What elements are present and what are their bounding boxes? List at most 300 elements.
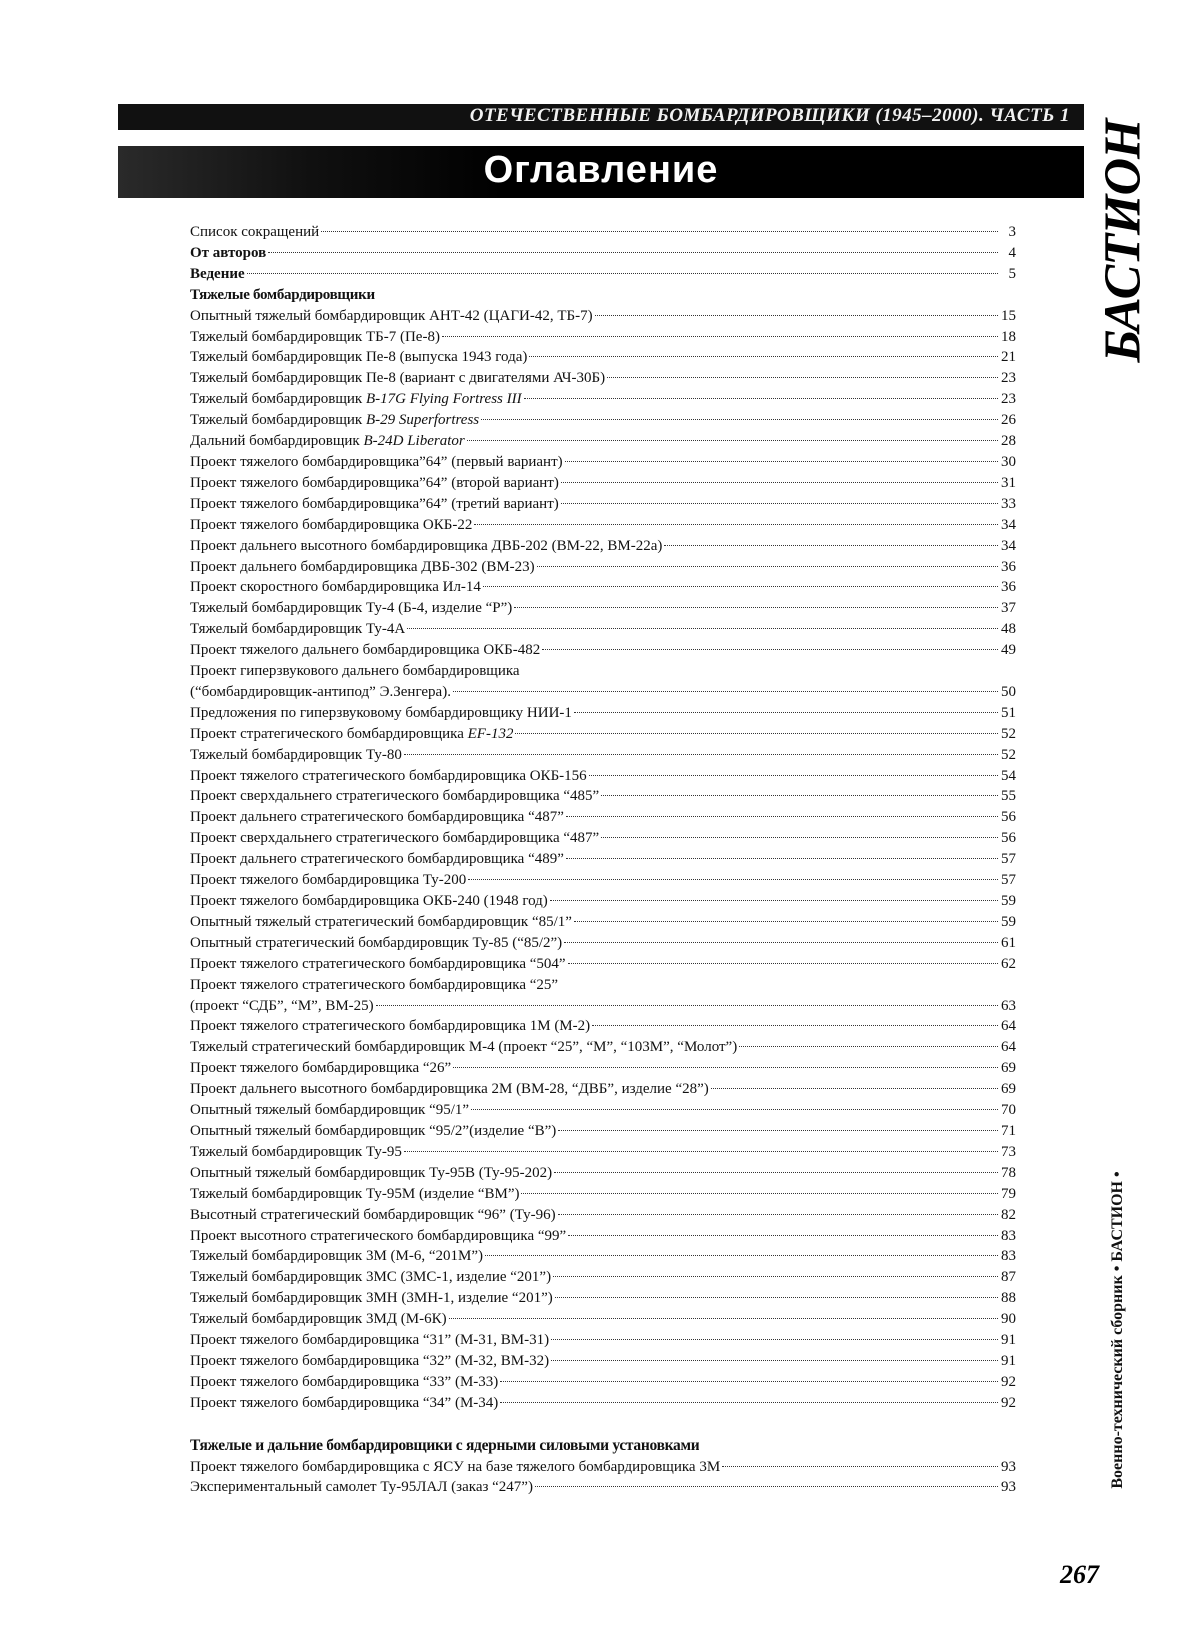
toc-entry (190, 1079, 1016, 1100)
toc-section-heading (190, 1436, 1016, 1457)
toc-entry (190, 807, 1016, 828)
toc-entry (190, 619, 1016, 640)
toc-leader-dots (553, 1276, 998, 1277)
toc-entry (190, 1058, 1016, 1079)
toc-entry (190, 870, 1016, 891)
toc-entry-title (190, 1393, 498, 1414)
toc-entry-title (190, 494, 559, 515)
toc-leader-dots (551, 1339, 998, 1340)
toc-entry-title (190, 1205, 556, 1226)
toc-entry (190, 368, 1016, 389)
toc-entry-text: Проект тяжелого бомбардировщика”64” (второй вариант) (190, 474, 559, 491)
toc-entry-text: Список сокращений (190, 224, 320, 240)
toc-entry (190, 1330, 1016, 1351)
toc-entry-text: Проект дальнего высотного бомбардировщика ДВБ-202 (ВМ-22, ВМ-22а) (190, 537, 663, 554)
toc-entry-title (190, 1457, 720, 1478)
toc-page-number: 90 (1001, 1311, 1016, 1328)
toc-entry-title (190, 1351, 549, 1372)
toc-leader-dots (551, 1360, 998, 1361)
toc-page-number: 50 (1001, 683, 1016, 700)
toc-leader-dots (592, 1025, 998, 1026)
toc-leader-dots (514, 607, 998, 608)
toc-page-number: 56 (1001, 830, 1016, 847)
toc-page-number: 51 (1001, 704, 1016, 721)
toc-entry (190, 1267, 1016, 1288)
toc-entry-text: Тяжелый бомбардировщик Ту-4 (Б-4, изделие “Р”) (190, 600, 513, 617)
toc-page-number: 49 (1001, 642, 1016, 659)
toc-page-number: 87 (1001, 1269, 1016, 1286)
toc-entry-title (190, 1267, 551, 1288)
toc-entry-title (190, 1309, 447, 1330)
toc-entry-designation: B-29 Superfortress (365, 412, 480, 429)
toc-entry (190, 1016, 1016, 1037)
toc-entry (190, 703, 1016, 724)
toc-entry (190, 494, 1016, 515)
toc-entry-title (190, 1226, 566, 1247)
toc-page-number: 52 (1001, 746, 1016, 763)
toc-entry (190, 452, 1016, 473)
toc-entry-text: Проект тяжелого бомбардировщика ОКБ-22 (190, 516, 473, 533)
side-logo (1088, 119, 1158, 363)
toc-entry-text: (“бомбардировщик-антипод” Э.Зенгера). (190, 683, 451, 700)
toc-page-number: 63 (1001, 997, 1016, 1014)
toc-leader-dots (555, 1297, 998, 1298)
toc-entry-text: Тяжелый бомбардировщик Пе-8 (выпуска 1943 года) (190, 349, 528, 366)
toc-entry-designation: EF-132 (467, 725, 514, 742)
toc-entry-text: Проект тяжелого бомбардировщика ОКБ-240 (1948 год) (190, 893, 548, 909)
toc-entry-title (190, 891, 548, 912)
toc-entry (190, 1351, 1016, 1372)
toc-entry-title (190, 807, 564, 828)
toc-entry-title (190, 1016, 590, 1037)
toc-leader-dots (515, 733, 998, 734)
toc-entry-text: Тяжелый бомбардировщик Ту-95 (190, 1143, 402, 1160)
toc-page-number: 79 (1001, 1185, 1016, 1202)
toc-entry-title (190, 745, 402, 766)
toc-page-number: 92 (1001, 1394, 1016, 1411)
toc-leader-dots (474, 524, 998, 525)
toc-page-number: 3 (1008, 224, 1016, 240)
toc-entry-text: Опытный тяжелый стратегический бомбардировщик “85/1” (190, 913, 572, 930)
toc-leader-dots (565, 461, 998, 462)
toc-entry (190, 515, 1016, 536)
toc-entry-title (190, 703, 572, 724)
toc-page-number: 73 (1001, 1143, 1016, 1160)
toc-page-number: 57 (1001, 872, 1016, 889)
toc-entry-text: Предложения по гиперзвуковому бомбардировщику НИИ-1 (190, 704, 572, 721)
toc-page-number: 78 (1001, 1164, 1016, 1181)
toc-entry-text: Опытный тяжелый бомбардировщик “95/1” (190, 1102, 470, 1119)
toc-entry (190, 1246, 1016, 1267)
toc-entry-text: Проект тяжелого стратегического бомбардировщика 1М (М-2) (190, 1018, 591, 1035)
toc-entry (190, 933, 1016, 954)
toc-leader-dots (542, 649, 998, 650)
toc-entry (190, 640, 1016, 661)
toc-leader-dots (468, 879, 998, 880)
toc-leader-dots (529, 356, 998, 357)
toc-entry-text: Проект тяжелого бомбардировщика “32” (М-32, ВМ-32) (190, 1352, 550, 1369)
toc-page-number: 92 (1001, 1373, 1016, 1390)
toc-leader-dots (664, 545, 998, 546)
toc-page-number: 21 (1001, 349, 1016, 366)
toc-entry-title (190, 849, 564, 870)
toc-page-number: 23 (1001, 370, 1016, 387)
toc-entry-text: Экспериментальный самолет Ту-95ЛАЛ (заказ “247”) (190, 1479, 533, 1496)
title-band (118, 146, 1084, 198)
toc-page-number: 69 (1001, 1081, 1016, 1098)
toc-entry (190, 1226, 1016, 1247)
toc-entry-title (190, 1079, 709, 1100)
toc-entry (190, 1309, 1016, 1330)
toc-entry (190, 557, 1016, 578)
toc-entry-text: Проект дальнего бомбардировщика ДВБ-302 (ВМ-23) (190, 558, 535, 575)
toc-leader-dots (471, 1109, 998, 1110)
toc-entry-text: Тяжелый бомбардировщик (190, 412, 366, 429)
toc-leader-dots (574, 921, 998, 922)
toc-page-number: 62 (1001, 955, 1016, 972)
toc-page-number: 5 (1008, 265, 1016, 282)
toc-entry-title (190, 1184, 519, 1205)
toc-entry-title (190, 368, 605, 389)
toc-entry (190, 724, 1016, 745)
toc-entry-text: Опытный тяжелый бомбардировщик Ту-95В (Ту-95-202) (190, 1164, 553, 1181)
toc-entry (190, 849, 1016, 870)
toc-entry-title (190, 640, 540, 661)
toc-entry-text: Тяжелый бомбардировщик Ту-80 (190, 746, 402, 763)
toc-entry-text: Проект тяжелого бомбардировщика “31” (М-31, ВМ-31) (190, 1332, 550, 1349)
toc-page-number: 83 (1001, 1248, 1016, 1265)
toc-leader-dots (442, 336, 998, 337)
toc-entry-title (190, 264, 245, 285)
toc-entry-title (190, 1037, 737, 1058)
toc-leader-dots (537, 566, 998, 567)
toc-entry-title (190, 766, 587, 787)
toc-page-number: 91 (1001, 1352, 1016, 1369)
page-title: Оглавление (483, 149, 719, 191)
toc-page-number: 93 (1001, 1458, 1016, 1475)
toc-page-number: 31 (1001, 474, 1016, 491)
logo-text: БАСТИОН (1094, 119, 1152, 363)
toc-entry (190, 891, 1016, 912)
toc-page-number: 28 (1001, 433, 1016, 450)
toc-leader-dots (607, 377, 998, 378)
toc-page-number: 57 (1001, 851, 1016, 868)
toc-leader-dots (711, 1088, 998, 1089)
toc-entry-title (190, 1163, 552, 1184)
toc-page-number: 26 (1001, 412, 1016, 429)
toc-page-number: 48 (1001, 621, 1016, 638)
toc-entry-text: Проект тяжелого бомбардировщика”64” (третий вариант) (190, 495, 559, 512)
toc-entry-text: Проект тяжелого бомбардировщика “33” (М-33) (190, 1373, 499, 1390)
toc-entry (190, 1457, 1016, 1478)
toc-leader-dots (561, 503, 998, 504)
toc-entry (190, 536, 1016, 557)
toc-page-number: 83 (1001, 1227, 1016, 1244)
toc-leader-dots (568, 963, 998, 964)
toc-entry (190, 1163, 1016, 1184)
toc-leader-dots (500, 1402, 998, 1403)
toc-entry (190, 1037, 1016, 1058)
toc-entry-text: Тяжелый стратегический бомбардировщик М-4 (проект “25”, “М”, “103М”, “Молот”) (190, 1039, 738, 1056)
toc-entry-title (190, 724, 513, 745)
toc-page-number: 61 (1001, 934, 1016, 951)
toc-page-number: 59 (1001, 893, 1016, 909)
toc-entry-text: Проект тяжелого бомбардировщика с ЯСУ на базе тяжелого бомбардировщика 3М (190, 1458, 721, 1475)
toc-entry-text: Тяжелый бомбардировщик ТБ-7 (Пе-8) (190, 328, 440, 345)
toc-entry (190, 222, 1016, 243)
toc-leader-dots (485, 1255, 998, 1256)
toc-entry (190, 766, 1016, 787)
toc-entry (190, 327, 1016, 348)
toc-spacer (190, 1414, 1016, 1436)
toc-page-number: 64 (1001, 1018, 1016, 1035)
toc-leader-dots (467, 440, 998, 441)
toc-section-heading (190, 285, 1016, 306)
toc-entry-text: Тяжелый бомбардировщик 3МС (3МС-1, изделие “201”) (190, 1269, 552, 1286)
toc-leader-dots (453, 691, 998, 692)
toc-entry-text: Проект высотного стратегического бомбардировщика “99” (190, 1227, 567, 1244)
toc-entry (190, 410, 1016, 431)
toc-page-number: 30 (1001, 453, 1016, 470)
toc-entry (190, 828, 1016, 849)
toc-entry-title (190, 682, 451, 703)
toc-entry (190, 745, 1016, 766)
toc-page-number: 56 (1001, 809, 1016, 826)
toc-entry (190, 598, 1016, 619)
toc-entry-title (190, 1330, 549, 1351)
toc-entry-text: Тяжелый бомбардировщик 3МН (3МН-1, изделие “201”) (190, 1290, 553, 1307)
toc-entry-text: Проект тяжелого бомбардировщика Ту-200 (190, 872, 467, 889)
toc-entry-title (190, 912, 572, 933)
toc-leader-dots (722, 1466, 998, 1467)
toc-page-number: 15 (1001, 307, 1016, 324)
toc-entry-line1: Проект тяжелого стратегического бомбардировщика “25” (190, 976, 559, 993)
toc-entry-title (190, 1121, 556, 1142)
toc-entry-text: Проект дальнего стратегического бомбардировщика “487” (190, 809, 564, 826)
toc-page-number: 34 (1001, 516, 1016, 533)
toc-entry-title (190, 1246, 483, 1267)
toc-page-number: 18 (1001, 328, 1016, 345)
toc-entry-text: Тяжелый бомбардировщик 3МД (М-6К) (190, 1311, 447, 1328)
toc-entry (190, 431, 1016, 452)
toc-entry-text: Проект тяжелого дальнего бомбардировщика ОКБ-482 (190, 642, 541, 659)
toc-entry (190, 1184, 1016, 1205)
toc-entry-title (190, 431, 465, 452)
toc-leader-dots (558, 1214, 998, 1215)
toc-entry-text: Тяжелый бомбардировщик Ту-4А (190, 621, 406, 638)
toc-entry-title (190, 1100, 469, 1121)
toc-leader-dots (404, 754, 998, 755)
toc-leader-dots (574, 712, 998, 713)
toc-entry-text: Проект тяжелого стратегического бомбардировщика “504” (190, 955, 566, 972)
toc-leader-dots (739, 1046, 998, 1047)
toc-entry-title (190, 933, 562, 954)
toc-entry-title (190, 410, 479, 431)
page-number: 267 (1060, 1560, 1099, 1589)
toc-leader-dots (247, 273, 998, 274)
toc-entry (190, 912, 1016, 933)
toc-entry-text: Ведение (190, 265, 245, 282)
toc-leader-dots (535, 1486, 998, 1487)
toc-leader-dots (561, 482, 998, 483)
toc-leader-dots (564, 942, 998, 943)
toc-leader-dots (568, 1235, 998, 1236)
toc-page-number: 88 (1001, 1290, 1016, 1307)
toc-entry (190, 264, 1016, 285)
toc-entry (190, 347, 1016, 368)
toc-leader-dots (521, 1193, 998, 1194)
toc-entry-title (190, 222, 319, 243)
toc-entry (190, 1393, 1016, 1414)
toc-entry-text: Тяжелый бомбардировщик 3М (М-6, “201М”) (190, 1248, 484, 1265)
toc-leader-dots (404, 1151, 998, 1152)
toc-leader-dots (595, 315, 998, 316)
toc-entry-text: Проект дальнего высотного бомбардировщика 2М (ВМ-28, “ДВБ”, изделие “28”) (190, 1081, 709, 1098)
toc-entry (190, 243, 1016, 264)
toc-entry-text: Проект дальнего стратегического бомбардировщика “489” (190, 851, 564, 868)
toc-entry-text: Проект сверхдальнего стратегического бомбардировщика “485” (190, 788, 600, 805)
toc-entry-title (190, 1477, 533, 1498)
toc-entry-text: Проект сверхдальнего стратегического бомбардировщика “487” (190, 830, 600, 847)
toc-page-number: 34 (1001, 537, 1016, 554)
toc-leader-dots (558, 1130, 998, 1131)
series-title: ОТЕЧЕСТВЕННЫЕ БОМБАРДИРОВЩИКИ (1945–2000). ЧАСТЬ 1 (469, 105, 1070, 126)
toc-leader-dots (589, 775, 998, 776)
toc-entry-text: Проект тяжелого бомбардировщика “34” (М-34) (190, 1394, 499, 1411)
toc-leader-dots (376, 1005, 998, 1006)
toc-entry-title (190, 347, 527, 368)
toc-leader-dots (566, 858, 998, 859)
toc-page-number: 69 (1001, 1060, 1016, 1077)
toc-entry-text: Опытный тяжелый бомбардировщик АНТ-42 (ЦАГИ-42, ТБ-7) (190, 307, 593, 324)
toc-entry (190, 306, 1016, 327)
toc-entry (190, 682, 1016, 703)
toc-entry-text: Высотный стратегический бомбардировщик “96” (Ту-96) (190, 1206, 556, 1223)
toc-entry-title (190, 536, 662, 557)
toc-entry-text: Опытный стратегический бомбардировщик Ту-85 (“85/2”) (190, 934, 563, 951)
toc-entry-title (190, 306, 593, 327)
toc-entry (190, 954, 1016, 975)
toc-entry-text: Проект скоростного бомбардировщика Ил-14 (190, 579, 481, 596)
toc-entry-text: Проект стратегического бомбардировщика (190, 725, 468, 742)
toc-entry (190, 1100, 1016, 1121)
toc-entry-title (190, 1058, 451, 1079)
toc-section-title: Тяжелые и дальние бомбардировщики с ядерными силовыми установками (190, 1436, 700, 1454)
toc-entry-title (190, 954, 566, 975)
toc-leader-dots (550, 900, 998, 901)
toc-entry (190, 1205, 1016, 1226)
toc-entry-title (190, 828, 599, 849)
toc-entry (190, 577, 1016, 598)
table-of-contents (190, 222, 1016, 1498)
toc-entry-title (190, 577, 481, 598)
toc-page-number: 55 (1001, 788, 1016, 805)
toc-entry-title (190, 452, 563, 473)
toc-entry-text: Тяжелый бомбардировщик Ту-95М (изделие “ВМ”) (190, 1185, 520, 1202)
toc-entry-title (190, 1142, 402, 1163)
toc-entry (190, 1121, 1016, 1142)
toc-leader-dots (481, 419, 998, 420)
toc-entry-text: От авторов (190, 244, 267, 261)
toc-entry-title (190, 557, 535, 578)
toc-page-number: 4 (1008, 244, 1016, 261)
toc-entry-title (190, 1288, 553, 1309)
toc-entry-title (190, 327, 440, 348)
toc-leader-dots (407, 628, 998, 629)
toc-page-number: 23 (1001, 391, 1016, 408)
toc-entry (190, 473, 1016, 494)
toc-leader-dots (500, 1381, 998, 1382)
toc-entry-text: Дальний бомбардировщик (190, 433, 364, 450)
toc-entry-title (190, 243, 266, 264)
toc-page-number: 33 (1001, 495, 1016, 512)
toc-entry (190, 1142, 1016, 1163)
toc-entry (190, 1372, 1016, 1393)
toc-entry-title (190, 1372, 498, 1393)
toc-leader-dots (453, 1067, 998, 1068)
toc-leader-dots (554, 1172, 998, 1173)
toc-leader-dots (524, 398, 998, 399)
series-header-band (118, 104, 1084, 130)
toc-entry-text: Тяжелый бомбардировщик Пе-8 (вариант с двигателями АЧ-30Б) (190, 370, 606, 387)
toc-leader-dots (321, 231, 998, 232)
toc-entry-title (190, 473, 559, 494)
toc-entry (190, 1288, 1016, 1309)
toc-entry (190, 1477, 1016, 1498)
toc-page-number: 52 (1001, 725, 1016, 742)
toc-page-number: 54 (1001, 767, 1016, 784)
toc-entry-title (190, 786, 599, 807)
toc-leader-dots (268, 252, 998, 253)
toc-page-number: 93 (1001, 1479, 1016, 1496)
toc-entry-line1: Проект гиперзвукового дальнего бомбардировщика (190, 663, 520, 680)
toc-page-number: 71 (1001, 1122, 1016, 1139)
toc-page-number: 64 (1001, 1039, 1016, 1056)
side-caption-text: Военно-технический сборник • БАСТИОН • (1109, 1171, 1126, 1489)
toc-leader-dots (601, 837, 998, 838)
toc-entry (190, 786, 1016, 807)
toc-entry-title (190, 515, 472, 536)
toc-entry (190, 389, 1016, 410)
toc-entry-text: Тяжелый бомбардировщик (190, 391, 366, 408)
toc-entry-designation: B-17G Flying Fortress III (365, 391, 522, 408)
toc-entry-text: Опытный тяжелый бомбардировщик “95/2”(изделие “В”) (190, 1122, 557, 1139)
toc-leader-dots (483, 586, 998, 587)
toc-page-number: 36 (1001, 558, 1016, 575)
toc-entry-text: Проект тяжелого бомбардировщика “26” (190, 1060, 452, 1077)
side-caption (1100, 1140, 1136, 1520)
toc-page-number: 82 (1001, 1206, 1016, 1223)
toc-entry-title (190, 598, 512, 619)
toc-entry-title (190, 389, 522, 410)
toc-entry-text: Проект тяжелого стратегического бомбардировщика ОКБ-156 (190, 767, 587, 784)
toc-entry-designation: B-24D Liberator (363, 433, 465, 450)
toc-page-number: 91 (1001, 1332, 1016, 1349)
toc-section-title: Тяжелые бомбардировщики (190, 286, 375, 303)
toc-page-number: 36 (1001, 579, 1016, 596)
toc-page-number: 70 (1001, 1102, 1016, 1119)
toc-entry-text: Проект тяжелого бомбардировщика”64” (первый вариант) (190, 453, 563, 470)
toc-entry-title (190, 870, 466, 891)
toc-leader-dots (449, 1318, 998, 1319)
toc-page-number: 59 (1001, 913, 1016, 930)
toc-page-number: 37 (1001, 600, 1016, 617)
toc-entry-title (190, 996, 374, 1017)
toc-leader-dots (601, 795, 998, 796)
toc-leader-dots (566, 816, 998, 817)
toc-entry (190, 996, 1016, 1017)
toc-entry-text: (проект “СДБ”, “М”, ВМ-25) (190, 997, 374, 1014)
